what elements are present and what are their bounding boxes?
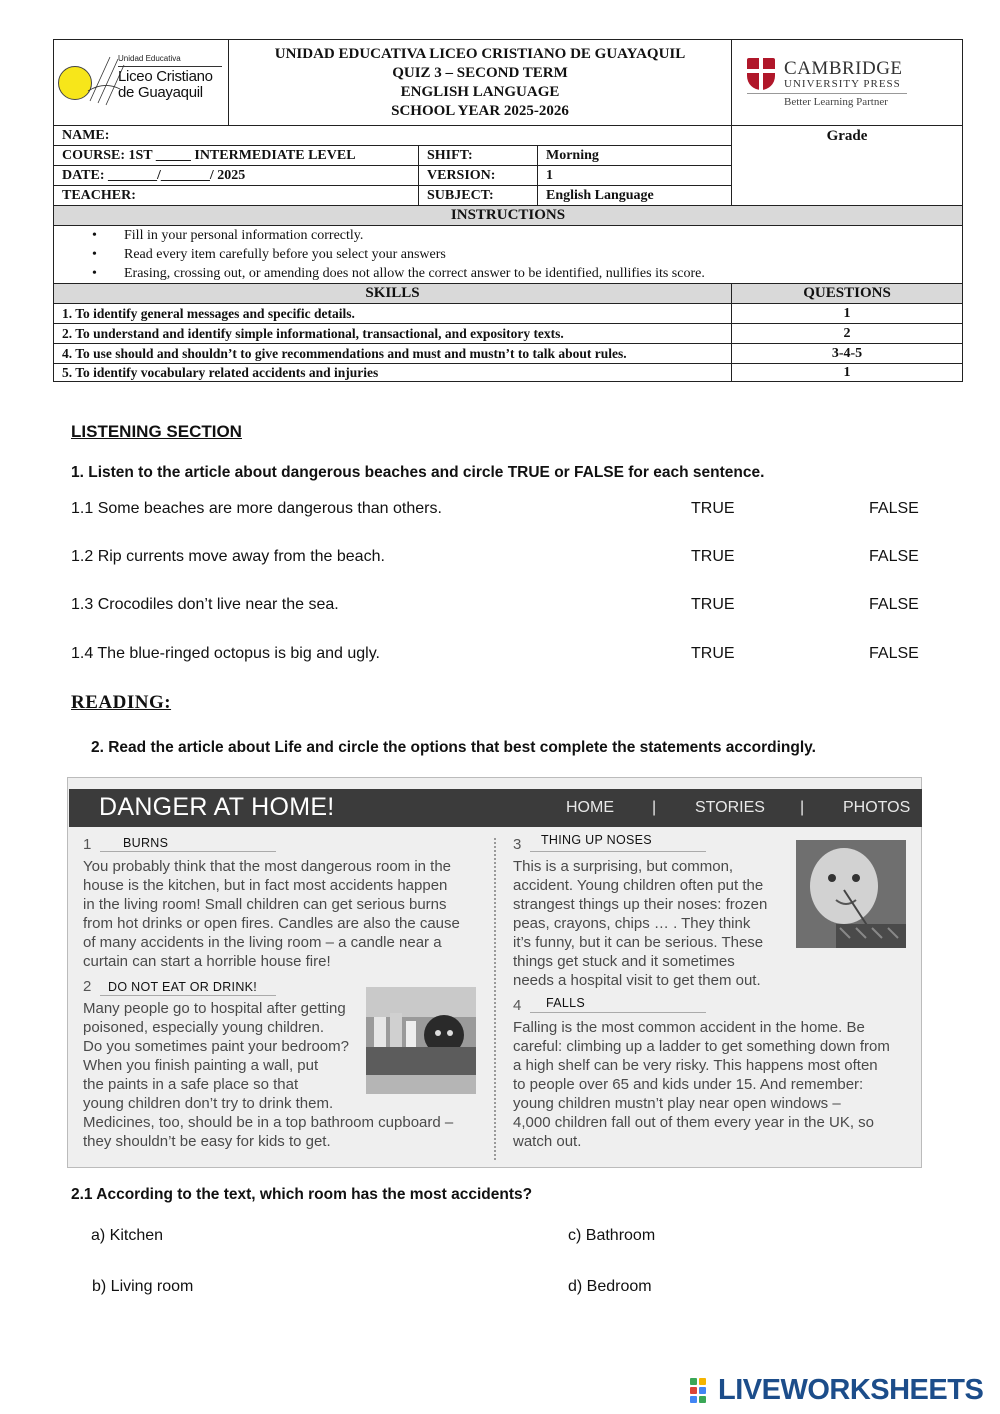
listening-question: 1. Listen to the article about dangerous beaches and circle TRUE or FALSE for each sentence. xyxy=(71,464,765,481)
school-title: UNIDAD EDUCATIVA LICEO CRISTIANO DE GUAYAQUIL xyxy=(274,45,686,62)
shift-label: SHIFT: xyxy=(419,146,538,166)
logo-name-line2: de Guayaquil xyxy=(118,83,203,101)
article-nav-photos: PHOTOS xyxy=(843,799,911,816)
article-nav-stories: STORIES xyxy=(695,799,765,816)
text-line: things get stuck and it sometimes xyxy=(513,953,735,970)
version-value: 1 xyxy=(538,166,732,186)
school-logo xyxy=(54,41,228,125)
text-line: accident. Young children often put the xyxy=(513,877,764,894)
text-line: it’s funny, but it can be serious. These xyxy=(513,934,764,951)
cambridge-rule xyxy=(747,93,907,94)
bullet-icon: • xyxy=(92,266,97,281)
true-false-row xyxy=(71,548,931,568)
text-line: Do you sometimes paint your bedroom? xyxy=(83,1038,349,1055)
text-line: they shouldn’t be easy for kids to get. xyxy=(83,1133,331,1150)
text-line: curtain can start a horrible house fire! xyxy=(83,953,331,970)
liveworksheets-brand: LIVEWORKSHEETS xyxy=(718,1374,984,1406)
logo-name-line1: Liceo Cristiano xyxy=(118,67,213,85)
statement: 1.1 Some beaches are more dangerous than others. xyxy=(71,500,442,517)
cambridge-shield-icon xyxy=(747,58,775,90)
logo-rule xyxy=(118,66,222,67)
column-divider xyxy=(494,838,496,1160)
article-image xyxy=(67,777,922,1414)
true-option[interactable]: TRUE xyxy=(691,596,735,613)
text-line: peas, crayons, chips … . They think xyxy=(513,915,751,932)
statement: 1.3 Crocodiles don’t live near the sea. xyxy=(71,596,339,613)
instruction-item xyxy=(54,245,962,264)
text-line: young children don’t try to drink them. xyxy=(83,1095,334,1112)
boy-with-peas-photo xyxy=(796,840,906,948)
section-heading-things-up-noses: THING UP NOSES xyxy=(541,833,652,847)
teacher-field[interactable]: TEACHER: xyxy=(54,186,419,206)
cambridge-tagline: Better Learning Partner xyxy=(784,95,888,108)
quiz-header-table xyxy=(53,39,963,382)
text-line: 4,000 children fall out of them every year in the UK, so xyxy=(513,1114,875,1131)
article-nav-separator: | xyxy=(800,799,805,816)
version-label: VERSION: xyxy=(419,166,538,186)
skill-row-text: 4. To use should and shouldn’t to give recommendations and must and mustn’t to talk about rules. xyxy=(54,344,732,364)
skill-row-questions: 2 xyxy=(732,324,963,344)
text-line: a high shelf can be very risky. This happens most often xyxy=(513,1057,878,1074)
skill-row-text: 5. To identify vocabulary related accidents and injuries xyxy=(54,364,732,382)
skill-row-text: 2. To understand and identify simple informational, transactional, and expository texts. xyxy=(54,324,732,344)
article-header-bar xyxy=(69,789,922,827)
instruction-text: Fill in your personal information correctly. xyxy=(124,228,364,243)
cambridge-name: CAMBRIDGE xyxy=(784,57,903,79)
section-number: 2 xyxy=(83,978,92,995)
instruction-text: Erasing, crossing out, or amending does not allow the correct answer to be identified, nullifies its score. xyxy=(124,266,705,281)
bullet-icon: • xyxy=(92,247,97,262)
boy-photo-icon xyxy=(796,840,906,948)
quiz-title: QUIZ 3 – SECOND TERM xyxy=(392,64,568,81)
cambridge-press: UNIVERSITY PRESS xyxy=(784,77,901,90)
text-line: house is the kitchen, but in fact most accidents happen xyxy=(83,877,448,894)
text-line: careful: climbing up a ladder to get something down from xyxy=(513,1038,890,1055)
false-option[interactable]: FALSE xyxy=(869,645,919,662)
listening-section-title: LISTENING SECTION xyxy=(71,422,242,441)
question-2-1: 2.1 According to the text, which room has the most accidents? xyxy=(71,1186,533,1203)
true-option[interactable]: TRUE xyxy=(691,500,735,517)
instruction-item xyxy=(54,264,962,283)
text-line: Falling is the most common accident in the home. Be xyxy=(513,1019,865,1036)
text-line: from hot drinks or open fires. Candles are also the cause xyxy=(83,915,460,932)
section-text xyxy=(513,1018,890,1151)
article-nav-separator: | xyxy=(652,799,657,816)
section-number: 3 xyxy=(513,836,522,853)
skills-heading: SKILLS xyxy=(54,284,732,304)
child-with-bottles-photo xyxy=(366,987,476,1094)
section-heading-falls: FALLS xyxy=(546,996,586,1010)
skill-row-questions: 1 xyxy=(732,364,963,382)
text-line: the paints in a safe place so that xyxy=(83,1076,299,1093)
text-line: poisoned, especially young children. xyxy=(83,1019,324,1036)
heading-rule xyxy=(530,1012,706,1013)
article-frame xyxy=(67,777,922,1168)
text-line: watch out. xyxy=(513,1133,582,1150)
text-line: This is a surprising, but common, xyxy=(513,858,734,875)
section-text xyxy=(83,857,460,971)
statement: 1.4 The blue-ringed octopus is big and ugly. xyxy=(71,645,380,662)
logo-small-text: Unidad Educativa xyxy=(118,53,181,63)
false-option[interactable]: FALSE xyxy=(869,500,919,517)
section-text xyxy=(513,857,767,990)
skill-row-questions: 1 xyxy=(732,304,963,324)
text-line: to people over 65 and kids under 15. And remember: xyxy=(513,1076,864,1093)
false-option[interactable]: FALSE xyxy=(869,596,919,613)
cambridge-logo xyxy=(732,41,962,125)
questions-heading: QUESTIONS xyxy=(732,284,963,304)
subject-label: SUBJECT: xyxy=(419,186,538,206)
option-d[interactable]: d) Bedroom xyxy=(568,1278,652,1295)
text-line: young children mustn’t play near open windows – xyxy=(513,1095,841,1112)
instructions-heading: INSTRUCTIONS xyxy=(54,206,963,226)
true-false-row xyxy=(71,500,931,520)
instruction-text: Read every item carefully before you select your answers xyxy=(124,247,446,262)
subject-value: English Language xyxy=(538,186,732,206)
option-c[interactable]: c) Bathroom xyxy=(568,1227,656,1244)
section-heading-do-not-eat: DO NOT EAT OR DRINK! xyxy=(108,980,258,994)
logo-school-name xyxy=(118,69,213,101)
false-option[interactable]: FALSE xyxy=(869,548,919,565)
quiz-title-cell xyxy=(229,40,732,126)
course-field[interactable]: COURSE: 1ST _____ INTERMEDIATE LEVEL xyxy=(54,146,419,166)
school-year-title: SCHOOL YEAR 2025-2026 xyxy=(391,102,569,119)
true-false-row xyxy=(71,645,931,665)
heading-rule xyxy=(530,851,706,852)
section-number: 1 xyxy=(83,836,92,853)
reading-section-title: READING: xyxy=(71,692,172,713)
option-a[interactable]: a) Kitchen xyxy=(91,1227,164,1244)
heading-rule xyxy=(100,995,276,996)
liveworksheets-grid-icon xyxy=(690,1378,716,1404)
heading-rule xyxy=(100,851,276,852)
article-nav-home: HOME xyxy=(566,799,614,816)
publisher-logo-cell xyxy=(732,40,963,126)
true-false-row xyxy=(71,596,931,616)
text-line: in the living room! Small children can get serious burns xyxy=(83,896,447,913)
text-line: Medicines, too, should be in a top bathroom cupboard – xyxy=(83,1114,454,1131)
true-option[interactable]: TRUE xyxy=(691,548,735,565)
text-line: Many people go to hospital after getting xyxy=(83,1000,346,1017)
shift-value: Morning xyxy=(538,146,732,166)
section-number: 4 xyxy=(513,997,522,1014)
option-b[interactable]: b) Living room xyxy=(92,1278,194,1295)
text-line: strangest things up their noses: frozen xyxy=(513,896,768,913)
text-line: of many accidents in the living room – a candle near a xyxy=(83,934,442,951)
name-field[interactable]: NAME: xyxy=(54,126,732,146)
subject-title: ENGLISH LANGUAGE xyxy=(400,83,560,100)
school-logo-cell xyxy=(54,40,229,126)
statement: 1.2 Rip currents move away from the beach. xyxy=(71,548,385,565)
bullet-icon: • xyxy=(92,228,97,243)
reading-question: 2. Read the article about Life and circle the options that best complete the statements accordingly. xyxy=(91,739,816,756)
grade-cell[interactable]: Grade xyxy=(732,126,963,206)
skill-row-questions: 3-4-5 xyxy=(732,344,963,364)
true-option[interactable]: TRUE xyxy=(691,645,735,662)
text-line: When you finish painting a wall, put xyxy=(83,1057,319,1074)
instructions-list xyxy=(54,226,963,284)
article-title: DANGER AT HOME! xyxy=(99,793,335,821)
section-heading-burns: BURNS xyxy=(123,836,169,850)
child-photo-icon xyxy=(366,987,476,1094)
text-line: needs a hospital visit to get them out. xyxy=(513,972,761,989)
skill-row-text: 1. To identify general messages and specific details. xyxy=(54,304,732,324)
date-field[interactable]: DATE: _______/_______/ 2025 xyxy=(54,166,419,186)
text-line: You probably think that the most dangerous room in the xyxy=(83,858,452,875)
instruction-item xyxy=(54,226,962,245)
